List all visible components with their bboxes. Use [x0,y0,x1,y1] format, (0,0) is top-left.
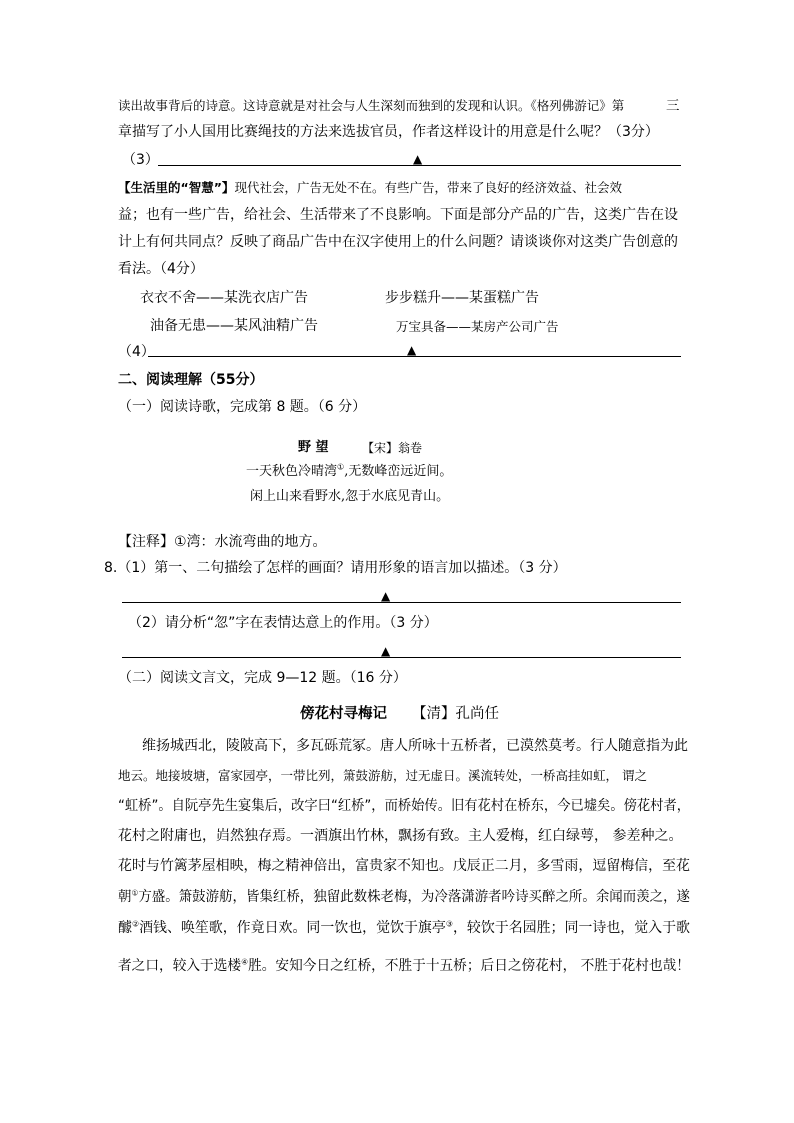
poem-title: 野 望 [298,440,329,455]
prose-question-intro: （二）阅读文言文，完成 9—12 题。（16 分） [118,670,407,686]
answer-marker-4: ▲ [407,343,417,357]
q8-part2: （2）请分析“忽”字在表情达意上的作用。（3 分） [128,615,438,631]
prose-line7-a: 醵 [118,920,132,936]
q7-line1-text: 读出故事背后的诗意。这诗意就是对社会与人生深刻而独到的发现和认识。《格列佛游记》第 [118,98,625,113]
ad-item: 步步糕升——某蛋糕广告 [385,290,539,306]
prose-footnote-mark: ③ [445,919,453,929]
poem-line2: 闲上山来看野水,忽于水底见青山。 [250,489,450,504]
prose-line [118,887,690,907]
ad-item: 万宝具备——某房产公司广告 [396,319,559,334]
prose-footnote-mark: ② [131,919,140,929]
prose-line [118,918,690,938]
poem-line1-b: ,无数峰峦远近间。 [344,464,453,479]
prose-footnote-mark: ④ [241,957,249,967]
prose-footnote-mark: ① [131,888,139,898]
poem-note: 【注释】①湾：水流弯曲的地方。 [118,534,327,550]
q8-part1: 8.（1）第一、二句描绘了怎样的画面？请用形象的语言加以描述。（3 分） [104,560,567,576]
answer-marker-8-1: ▲ [381,589,391,603]
prose-line8-a: 者之口，较入于选楼 [118,958,242,974]
poem-question-intro: （一）阅读诗歌，完成第 8 题。（6 分） [118,399,367,415]
section-two-heading: 二、阅读理解（55分） [118,372,264,388]
ad-item: 衣衣不舍——某洗衣店广告 [140,290,308,306]
life-wisdom-heading: 【生活里的“智慧”】 [118,180,235,195]
q7-text-line1-tail: 三 [666,98,680,114]
answer-marker-8-2: ▲ [381,644,391,658]
poem-footnote-mark: ① [337,462,345,472]
poem-line1 [246,462,452,482]
prose-line8-b: 胜。安知今日之红桥，不胜于十五桥；后日之傍花村， 不胜于花村也哉！ [248,958,690,974]
prose-line6-a: 朝 [118,889,132,905]
prose-line: 花村之附庸也，岿然独存焉。一酒旗出竹林，飘扬有致。主人爱梅，红白绿萼， 参差种之。 [118,828,683,844]
life-wisdom-line3: 计上有何共同点？反映了商品广告中在汉字使用上的什么问题？请谈谈你对这类广告创意的 [118,234,678,250]
ad-item: 油备无患——某风油精广告 [150,318,318,334]
answer-line-8-2[interactable] [122,657,681,658]
prose-line6-b: 方盛。箫鼓游舫，皆集红桥，独留此数株老梅，为冷落潇游者吟诗买醉之所。余闻而羡之，遂 [138,889,691,905]
poem-line1-a: 一天秋色冷晴湾 [246,464,338,479]
q7-text-line1 [118,96,624,116]
prose-title: 傍花村寻梅记 [300,706,387,722]
prose-author: 【清】孔尚任 [412,706,499,722]
life-wisdom-line2: 益；也有一些广告，给社会、生活带来了不良影响。下面是部分产品的广告，这类广告在设 [118,207,678,223]
answer-label-3: （3） [122,152,159,168]
prose-line: 维扬城西北，陵陂高下，多瓦砾荒冢。唐人所咏十五桥者，已漠然莫考。行人随意指为此 [142,738,688,754]
answer-marker-3: ▲ [413,152,423,166]
prose-line [118,956,690,976]
life-wisdom-line4: 看法。（4分） [118,261,204,277]
prose-line: “虹桥”。自阮亭先生宴集后，改字曰“红桥”，而桥始传。旧有花村在桥东，今已墟矣。傍花村者， [118,798,691,814]
q7-text-line2: 章描写了小人国用比赛绳技的方法来选拔官员，作者这样设计的用意是什么呢？（3分） [118,124,659,140]
poem-author: 【宋】翁卷 [362,441,423,455]
prose-line7-c: ，较饮于名园胜；同一诗也，觉入于歌 [452,920,690,936]
life-wisdom-line1 [118,178,622,198]
answer-label-4: （4） [118,344,155,360]
prose-line: 地云。地接坡塘，富家园亭，一带比列，箫鼓游舫，过无虚日。溪流转处，一桥高挂如虹， 谓之 [118,768,647,783]
answer-line-8-1[interactable] [122,602,681,603]
prose-line7-b: 酒钱、唤笙歌，作竟日欢。同一饮也，觉饮于旗亭 [139,920,446,936]
life-wisdom-text1: 现代社会，广告无处不在。有些广告，带来了良好的经济效益、社会效 [234,180,622,195]
prose-line: 花时与竹篱茅屋相映，梅之精神倍出，富贵家不知也。戊辰正二月，多雪雨，逗留梅信，至花 [118,858,690,874]
